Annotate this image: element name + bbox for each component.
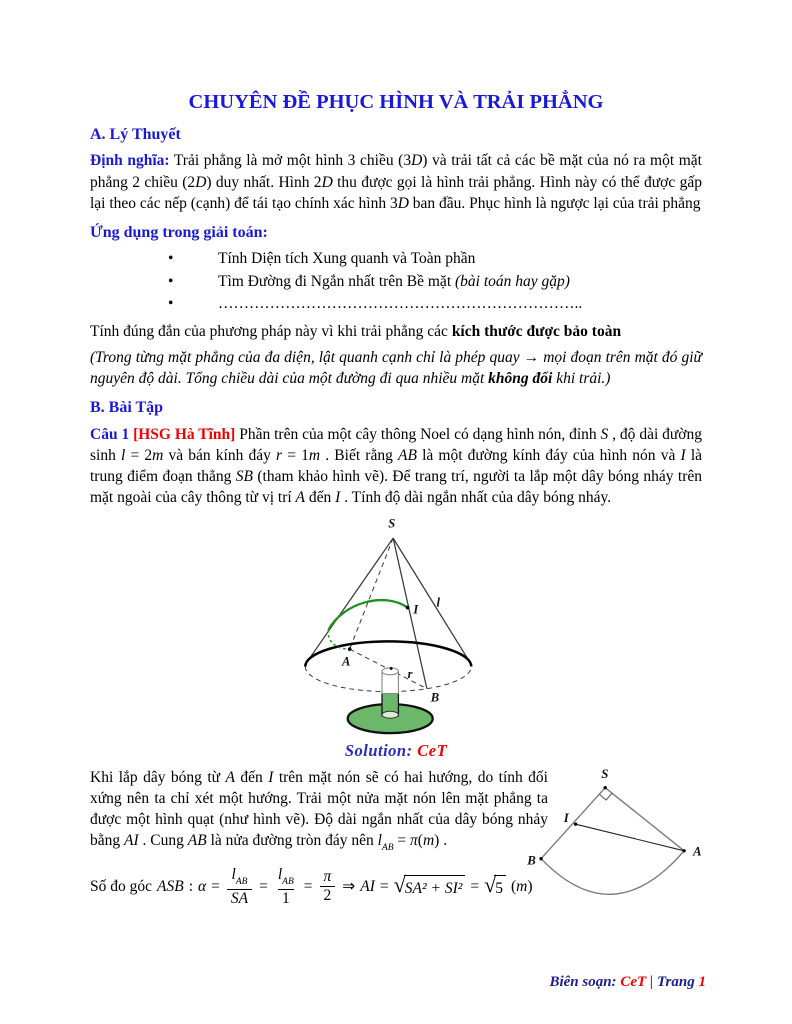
cone-label-b: B	[430, 690, 440, 705]
text-run: Định nghĩa:	[90, 152, 170, 170]
text-run: ……………………………………………………………..	[218, 295, 583, 313]
radical-five	[484, 871, 506, 899]
text-run: khi trải.)	[552, 370, 611, 388]
solution-paragraph	[90, 767, 548, 855]
sector-label-i: I	[563, 810, 569, 825]
text-run: 1	[698, 973, 706, 990]
text-run: |	[646, 973, 657, 990]
paren-close: )	[527, 878, 533, 896]
question-1-paragraph	[90, 424, 702, 508]
text-run: ) duy nhất. Hình 2	[206, 173, 322, 191]
text-run: A	[295, 489, 306, 507]
page-footer	[549, 972, 706, 992]
point-a	[348, 647, 352, 651]
frac-num-sub: AB	[282, 876, 294, 887]
text-run: (	[417, 831, 423, 849]
paren-open: (	[510, 878, 517, 896]
unit-m: m	[516, 878, 528, 896]
note-paragraph	[90, 347, 702, 389]
text-run: = 1	[282, 446, 309, 464]
sector-point-s	[603, 786, 606, 789]
solution-label: Solution:	[344, 741, 413, 761]
cone-line-sb	[393, 538, 427, 689]
formula-lead: Số đo góc	[90, 878, 152, 896]
section-b-heading: B. Bài Tập	[90, 399, 164, 417]
text-run: (tham khảo hình vẽ). Để trang trí, người ta lắp một dây bóng nháy trên mặt ngoài của cây thông từ vị trí	[90, 468, 702, 507]
trunk-bottom-opening	[382, 711, 398, 718]
text-run: = 2	[125, 446, 153, 464]
text-run: ) .	[434, 831, 448, 849]
cone-label-a: A	[341, 654, 351, 669]
section-a-heading: A. Lý Thuyết	[90, 125, 181, 143]
radical-sign: √	[484, 871, 497, 897]
point-i	[406, 606, 410, 610]
text-run: thu được gọi là hình trải phẳng. Hình này có thể được gấp lại theo các nếp (cạnh) để tái tạo chính xác hình 3	[90, 173, 702, 212]
cone-label-s: S	[388, 516, 396, 531]
text-run: m	[152, 446, 164, 464]
text-run: AB	[381, 842, 394, 853]
text-run: là trung điểm đoạn thẳng	[90, 446, 703, 486]
text-run: đến	[234, 768, 269, 786]
text-run: D	[411, 152, 423, 170]
equals-sign: =	[470, 878, 480, 896]
shortest-path-arc	[328, 600, 407, 630]
sector-label-b: B	[527, 853, 536, 868]
text-run: AI	[124, 831, 139, 849]
text-run: AB	[397, 446, 417, 464]
text-run: Trải phẳng là mở một hình 3 chiều (3	[169, 152, 412, 170]
bullet-icon: •	[168, 295, 174, 313]
solution-section	[90, 767, 702, 927]
text-run: . Cung	[138, 831, 188, 849]
text-run: (bài toán hay gặp)	[455, 272, 570, 290]
text-run: I	[335, 489, 341, 507]
text-run: Phần trên của một cây thông Noel có dạng hình nón, đỉnh	[239, 425, 601, 443]
text-run: Biên soạn:	[549, 973, 621, 990]
text-run: D	[321, 173, 333, 191]
text-run: S	[600, 425, 609, 443]
text-run: I	[268, 768, 274, 786]
applications-heading: Ứng dụng trong giải toán:	[90, 223, 268, 241]
sector-label-s: S	[601, 766, 609, 781]
text-run: Tính đúng đắn của phương pháp này vì khi trải phẳng các	[90, 322, 452, 340]
text-run: . Biết rằng	[320, 446, 398, 464]
text-run: Câu 1	[90, 425, 134, 443]
validity-paragraph	[90, 321, 702, 342]
text-run: Trang	[656, 973, 699, 990]
text-run: r	[276, 446, 283, 464]
text-run: I	[680, 446, 686, 464]
equals-sign: =	[379, 878, 389, 896]
cone-line-sa	[350, 538, 393, 649]
text-run: không đổi	[488, 370, 553, 388]
frac-den: SA	[227, 889, 252, 907]
text-run: , độ dài đường sinh	[90, 425, 702, 464]
sector-arc-ba	[541, 850, 684, 894]
text-run: ban đầu. Phục hình là ngược lại của trải phẳng	[408, 194, 701, 212]
angle-name: ASB	[157, 878, 184, 896]
text-run: π	[410, 831, 418, 849]
text-run: đến	[305, 489, 336, 507]
equals-sign: =	[259, 878, 268, 896]
list-item	[168, 271, 702, 293]
applications-list	[90, 248, 702, 315]
text-run: l	[377, 831, 382, 849]
text-run: D	[397, 194, 409, 212]
segment-ai: AI	[360, 878, 375, 896]
colon: :	[188, 878, 193, 896]
list-item-text	[218, 248, 475, 270]
cone-label-l: l	[436, 595, 441, 610]
text-run: kích thước được bảo toàn	[451, 322, 622, 340]
radicand: 5	[494, 875, 506, 899]
text-run: trên mặt nón sẽ có hai hướng, do tính đối xứng nên ta chỉ xét một hướng. Trải một nửa mặt nón lên mặt phẳng ta được một hình quạt (như hình vẽ). Độ dài ngắn nhất của dây bóng nhảy bằng	[90, 768, 548, 849]
text-run: m	[308, 446, 321, 464]
sector-line-sb	[541, 787, 605, 858]
equals-sign: =	[211, 878, 220, 896]
definition-paragraph	[90, 150, 702, 213]
sector-point-b	[539, 857, 542, 860]
text-run: và bán kính đáy	[163, 446, 277, 464]
text-run: CeT	[620, 973, 647, 990]
text-run: m	[422, 831, 435, 849]
cone-figure	[296, 514, 496, 736]
frac-num: π	[323, 868, 332, 886]
sector-label-a: A	[692, 844, 702, 859]
bullet-icon: •	[168, 250, 174, 268]
solution-author: CeT	[417, 741, 448, 761]
frac-den: 2	[320, 886, 336, 904]
list-item	[168, 248, 702, 270]
text-run: ) và trải tất cả các bề mặt của nó ra một mặt phẳng 2 chiều (2	[90, 152, 702, 191]
fraction-arc-over-sa	[227, 867, 252, 907]
cone-label-i: I	[413, 602, 419, 617]
text-run: SB	[235, 468, 254, 486]
list-item-text	[218, 293, 582, 315]
text-run: l	[121, 446, 126, 464]
sector-figure	[524, 763, 712, 909]
text-run: [HSG Hà Tĩnh]	[133, 425, 240, 443]
text-run: Khi lắp dây bóng từ	[90, 768, 226, 786]
fraction-arc-over-one	[275, 867, 297, 907]
radicand: SA² + SI²	[404, 875, 466, 899]
text-run: là một đường kính đáy của hình nón và	[416, 446, 681, 464]
cone-label-r: r	[407, 667, 413, 682]
text-run: là nửa đường tròn đáy nên	[206, 831, 378, 849]
text-run: . Tính độ dài ngắn nhất của dây bóng nháy.	[340, 489, 612, 507]
list-item	[168, 293, 702, 315]
list-item-text	[218, 271, 570, 293]
frac-num: l	[231, 865, 236, 883]
page-title: CHUYÊN ĐỀ PHỤC HÌNH VÀ TRẢI PHẲNG	[188, 91, 604, 113]
equals-sign: =	[303, 878, 313, 896]
document-content	[90, 0, 702, 927]
solution-heading	[90, 740, 702, 762]
alpha-symbol: α	[198, 878, 207, 896]
text-run: Tính Diện tích Xung quanh và Toàn phần	[218, 250, 476, 268]
cone-left-edge	[305, 538, 393, 664]
text-run: (Trong từng mặt phẳng của đa diện, lật quanh cạnh chỉ là phép quay → mọi đoạn trên mặt đó giữ nguyên độ dài. Tổng chiều dài của một đường đi qua nhiều mặt	[90, 348, 702, 388]
bullet-icon: •	[168, 272, 174, 290]
radical-sign: √	[393, 871, 406, 897]
fraction-pi-over-two	[320, 869, 336, 905]
frac-den: 1	[278, 889, 294, 907]
text-run: =	[393, 831, 411, 849]
text-run: Tìm Đường đi Ngắn nhất trên Bề mặt	[218, 272, 455, 290]
cone-base-front-edge	[305, 642, 471, 667]
sector-point-a	[682, 849, 685, 852]
text-run: AB	[187, 831, 207, 849]
text-run: D	[195, 173, 207, 191]
base-center-point	[390, 667, 393, 670]
frac-num-sub: AB	[235, 876, 248, 887]
right-angle-marker	[599, 793, 612, 800]
sector-point-i	[574, 822, 577, 825]
radical-sa-si	[393, 871, 466, 899]
implies-arrow: ⇒	[342, 878, 356, 896]
frac-num: l	[277, 865, 283, 883]
text-run: A	[225, 768, 235, 786]
